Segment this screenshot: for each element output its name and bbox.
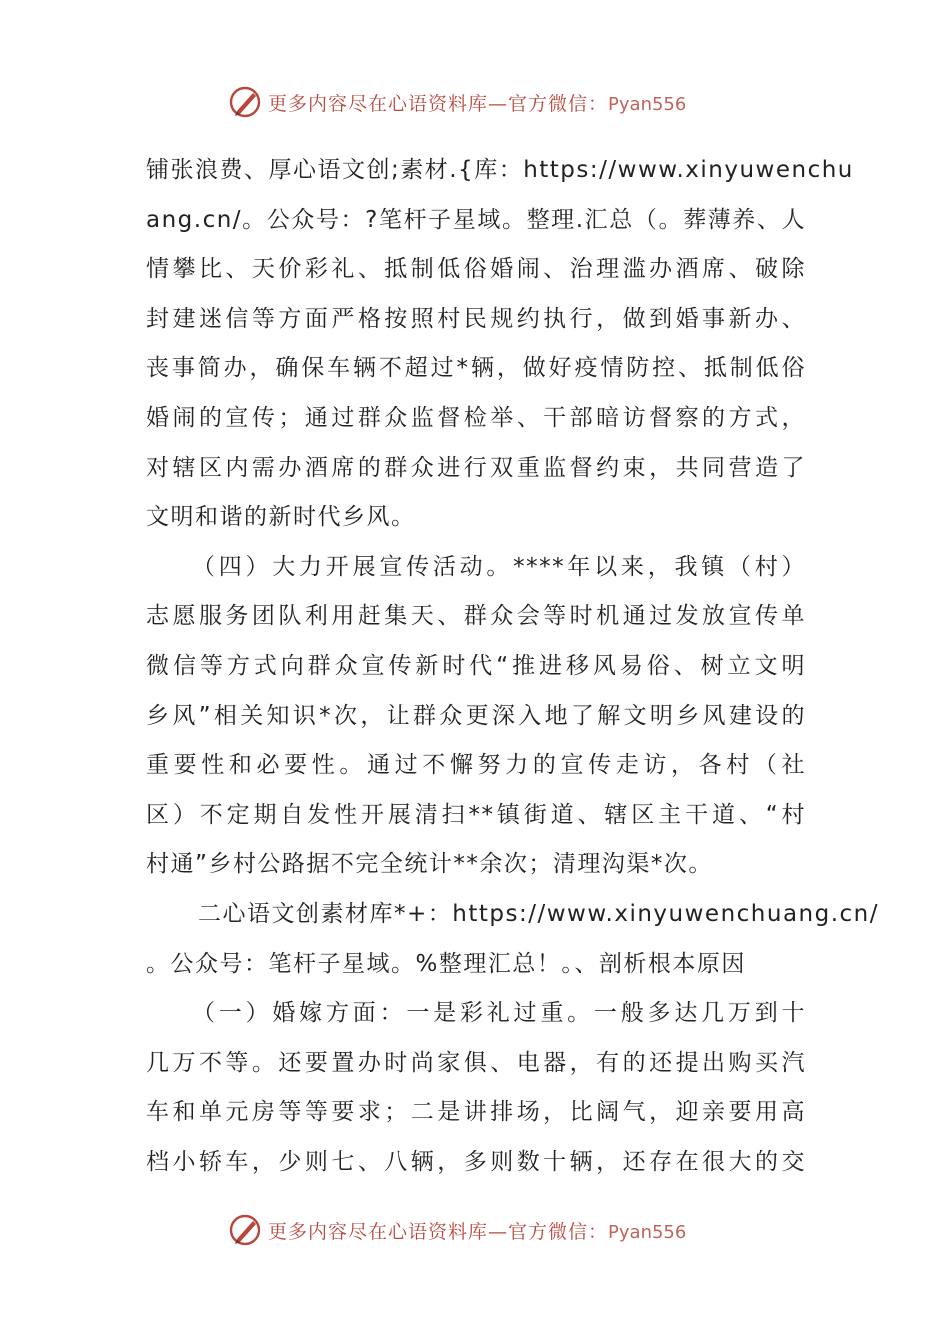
- header-banner: [228, 82, 728, 122]
- banner-separator: —: [488, 92, 509, 115]
- text-line: （四）大力开展宣传活动。****年以来，我镇（村）: [192, 553, 806, 580]
- text-line: 志愿服务团队利用赶集天、群众会等时机通过发放宣传单: [146, 603, 806, 630]
- banner-title: 更多内容尽在心语资料库: [268, 92, 489, 115]
- text-line: 村通”乡村公路据不完全统计**余次；清理沟渠*次。: [146, 851, 713, 878]
- header-banner-text: [268, 89, 686, 116]
- footer-banner: [228, 1210, 728, 1250]
- pen-logo-icon: [228, 85, 262, 119]
- text-line: 区）不定期自发性开展清扫**镇街道、辖区主干道、“村: [146, 801, 806, 828]
- document-body: [146, 146, 880, 1187]
- text-line: 重要性和必要性。通过不懈努力的宣传走访，各村（社: [146, 752, 806, 779]
- text-line: 情攀比、天价彩礼、抵制低俗婚闹、治理滥办酒席、破除: [146, 256, 806, 283]
- text-line: 对辖区内需办酒席的群众进行双重监督约束，共同营造了: [146, 454, 806, 481]
- text-line: 封建迷信等方面严格按照村民规约执行，做到婚事新办、: [146, 305, 806, 332]
- text-line: 乡风”相关知识*次，让群众更深入地了解文明乡风建设的: [146, 702, 806, 729]
- text-line: 车和单元房等等要求；二是讲排场，比阔气，迎亲要用高: [146, 1099, 806, 1126]
- section-heading-line: 二心语文创素材库*+：https://www.xinyuwenchuang.cn/: [198, 900, 880, 927]
- banner-title: 更多内容尽在心语资料库: [268, 1220, 489, 1243]
- text-line: 档小轿车，少则七、八辆，多则数十辆，还存在很大的交: [146, 1148, 806, 1175]
- text-line: ang.cn/。公众号：?笔杆子星域。整理.汇总（。葬薄养、人: [146, 206, 806, 233]
- footer-banner-text: [268, 1217, 686, 1244]
- pen-logo-icon: [228, 1213, 262, 1247]
- banner-wechat-label: 官方微信：: [508, 1220, 609, 1243]
- text-line: 微信等方式向群众宣传新时代“推进移风易俗、树立文明: [146, 652, 806, 679]
- text-line: 几万不等。还要置办时尚家俱、电器，有的还提出购买汽: [146, 1049, 806, 1076]
- banner-separator: —: [488, 1220, 509, 1243]
- banner-wechat-id: Pyan556: [608, 93, 687, 115]
- section-heading-line: 。公众号：笔杆子星域。%整理汇总！。、剖析根本原因: [146, 950, 746, 977]
- text-line: （一）婚嫁方面：一是彩礼过重。一般多达几万到十: [192, 1000, 806, 1027]
- banner-wechat-label: 官方微信：: [508, 92, 609, 115]
- banner-wechat-id: Pyan556: [608, 1221, 687, 1243]
- text-line: 丧事简办，确保车辆不超过*辆，做好疫情防控、抵制低俗: [146, 355, 806, 382]
- text-line: 文明和谐的新时代乡风。: [146, 504, 416, 531]
- text-line: 铺张浪费、厚心语文创;素材.{库：https://www.xinyuwenchu: [146, 157, 854, 183]
- text-line: 婚闹的宣传；通过群众监督检举、干部暗访督察的方式，: [146, 404, 806, 431]
